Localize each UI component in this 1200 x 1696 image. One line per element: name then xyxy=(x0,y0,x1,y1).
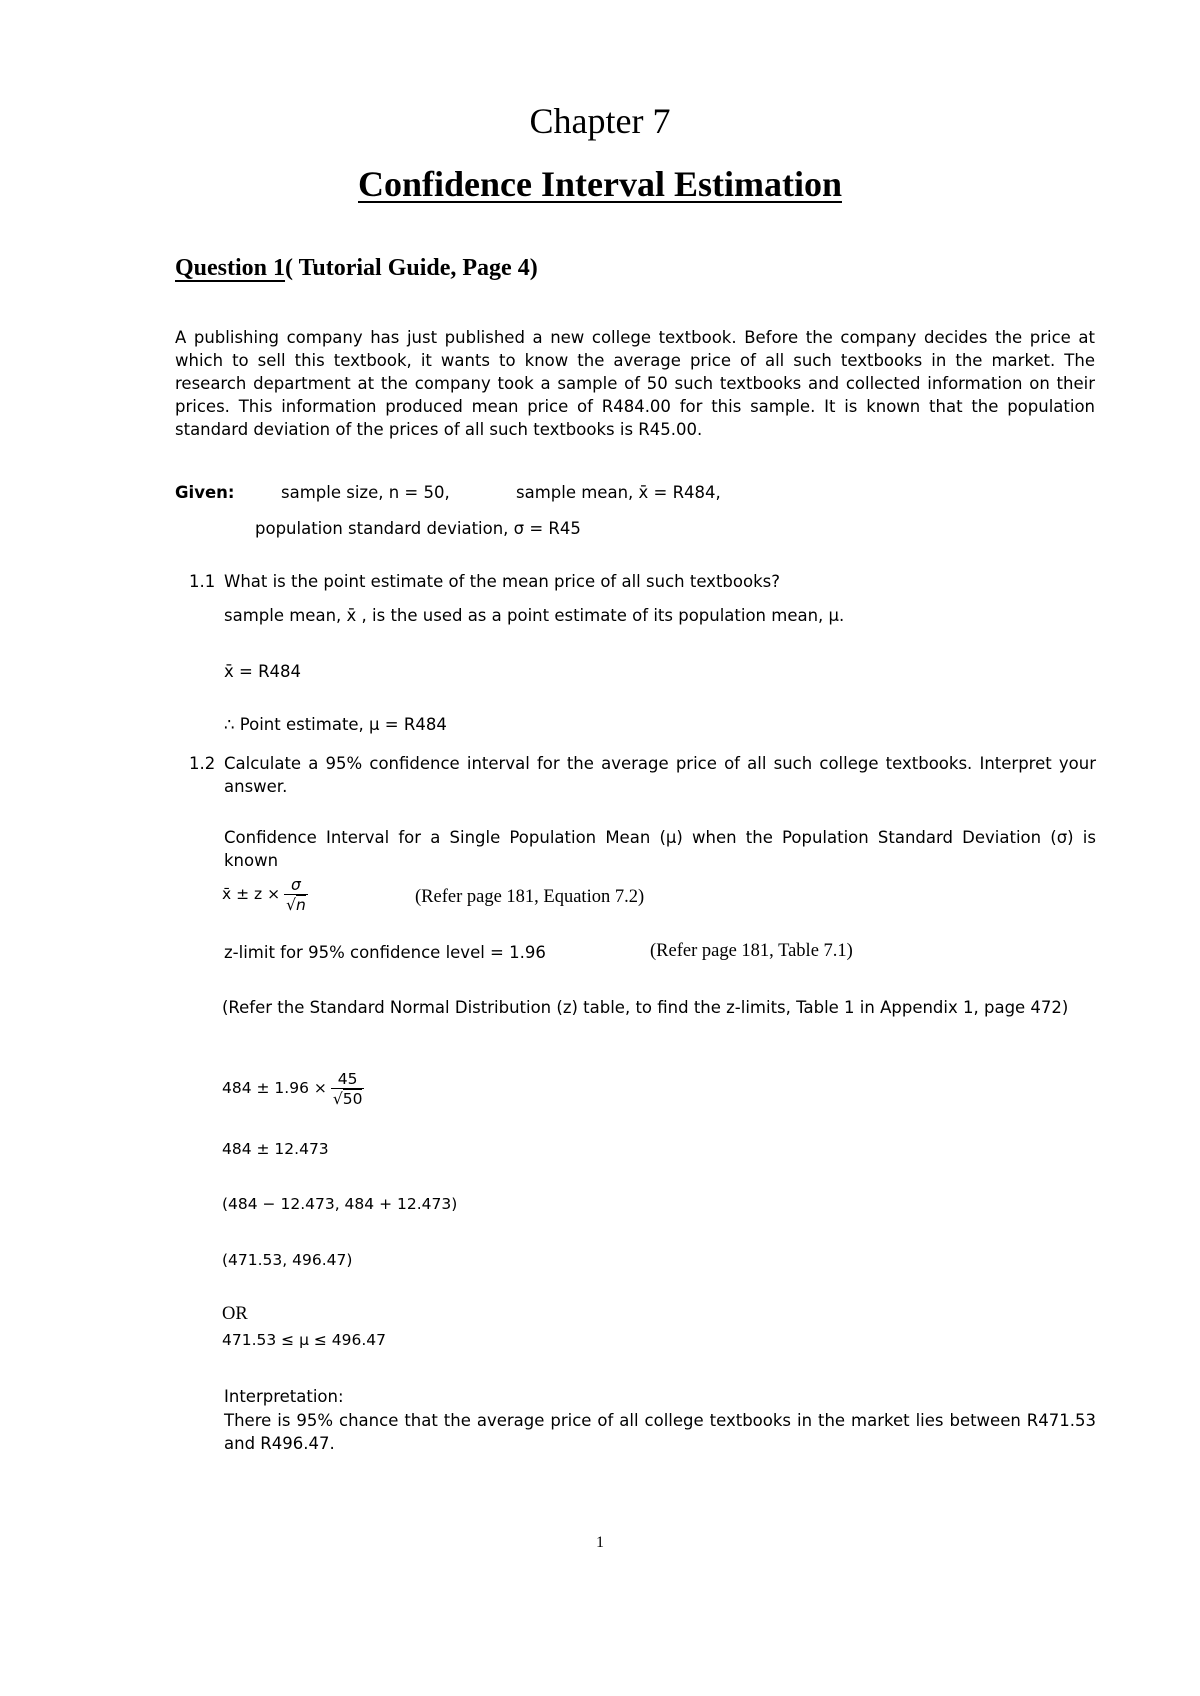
calc-formula-fraction xyxy=(331,1070,365,1109)
calc-formula-numerator: 45 xyxy=(337,1070,358,1088)
q1-1-point-estimate: ∴ Point estimate, μ = R484 xyxy=(224,715,447,734)
ci-formula-reference: (Refer page 181, Equation 7.2) xyxy=(415,887,645,907)
z-table-note: (Refer the Standard Normal Distribution (z) table, to find the z-limits, Table 1 in Appendix 1, page 472) xyxy=(222,998,1069,1017)
calc-step-3: (484 − 12.473, 484 + 12.473) xyxy=(222,1195,458,1213)
calc-step-5: 471.53 ≤ μ ≤ 496.47 xyxy=(222,1331,387,1349)
calc-step-2: 484 ± 12.473 xyxy=(222,1140,329,1158)
question-heading-number: Question 1 xyxy=(175,255,286,281)
q1-1-question: What is the point estimate of the mean price of all such textbooks? xyxy=(224,572,780,591)
given-population-sd: population standard deviation, σ = R45 xyxy=(255,519,581,538)
question-heading xyxy=(175,255,538,282)
ci-formula-fraction xyxy=(284,876,308,915)
calc-step-4: (471.53, 496.47) xyxy=(222,1251,353,1269)
page-number: 1 xyxy=(596,1534,604,1551)
ci-formula-denominator: √n xyxy=(286,896,306,914)
chapter-title: Chapter 7 xyxy=(529,101,671,141)
calc-formula-lhs: 484 ± 1.96 × xyxy=(222,1079,327,1098)
ci-formula xyxy=(222,876,308,915)
calc-formula-denominator: √50 xyxy=(332,1090,363,1108)
ci-formula-lhs: x̄ ± z × xyxy=(222,885,281,904)
ci-heading: Confidence Interval for a Single Population Mean (μ) when the Population Standard Deviation (σ) is known xyxy=(224,828,1096,870)
subject-title: Confidence Interval Estimation xyxy=(358,164,842,204)
problem-paragraph: A publishing company has just published a new college textbook. Before the company decides the price at which to sell this textbook, it wants to know the average price of all such textbooks in the market. The research department at the company took a sample of 50 such textbooks and collected information on their prices. This information produced mean price of R484.00 for this sample. It is known that the population standard deviation of the prices of all such textbooks is R45.00. xyxy=(175,328,1095,439)
q1-1-number: 1.1 xyxy=(189,572,216,591)
ci-formula-numerator: σ xyxy=(291,876,301,894)
calc-formula xyxy=(222,1070,364,1109)
given-sample-size: sample size, n = 50, xyxy=(281,483,450,502)
given-label: Given: xyxy=(175,483,235,502)
q1-1-sample-mean: x̄ = R484 xyxy=(224,662,302,681)
question-heading-source: ( Tutorial Guide, Page 4) xyxy=(285,255,538,281)
or-label: OR xyxy=(222,1304,248,1324)
interpretation-text: There is 95% chance that the average price of all college textbooks in the market lies between R471.53 and R496.47. xyxy=(224,1411,1096,1453)
z-limit-reference: (Refer page 181, Table 7.1) xyxy=(650,941,853,961)
q1-2-question: Calculate a 95% confidence interval for the average price of all such college textbooks. Interpret your answer. xyxy=(224,754,1096,796)
q1-1-explanation: sample mean, x̄ , is the used as a point estimate of its population mean, μ. xyxy=(224,606,845,625)
q1-2-number: 1.2 xyxy=(189,754,216,773)
z-limit-line: z-limit for 95% confidence level = 1.96 xyxy=(224,943,546,962)
interpretation-label: Interpretation: xyxy=(224,1387,344,1406)
given-sample-mean: sample mean, x̄ = R484, xyxy=(516,483,721,502)
